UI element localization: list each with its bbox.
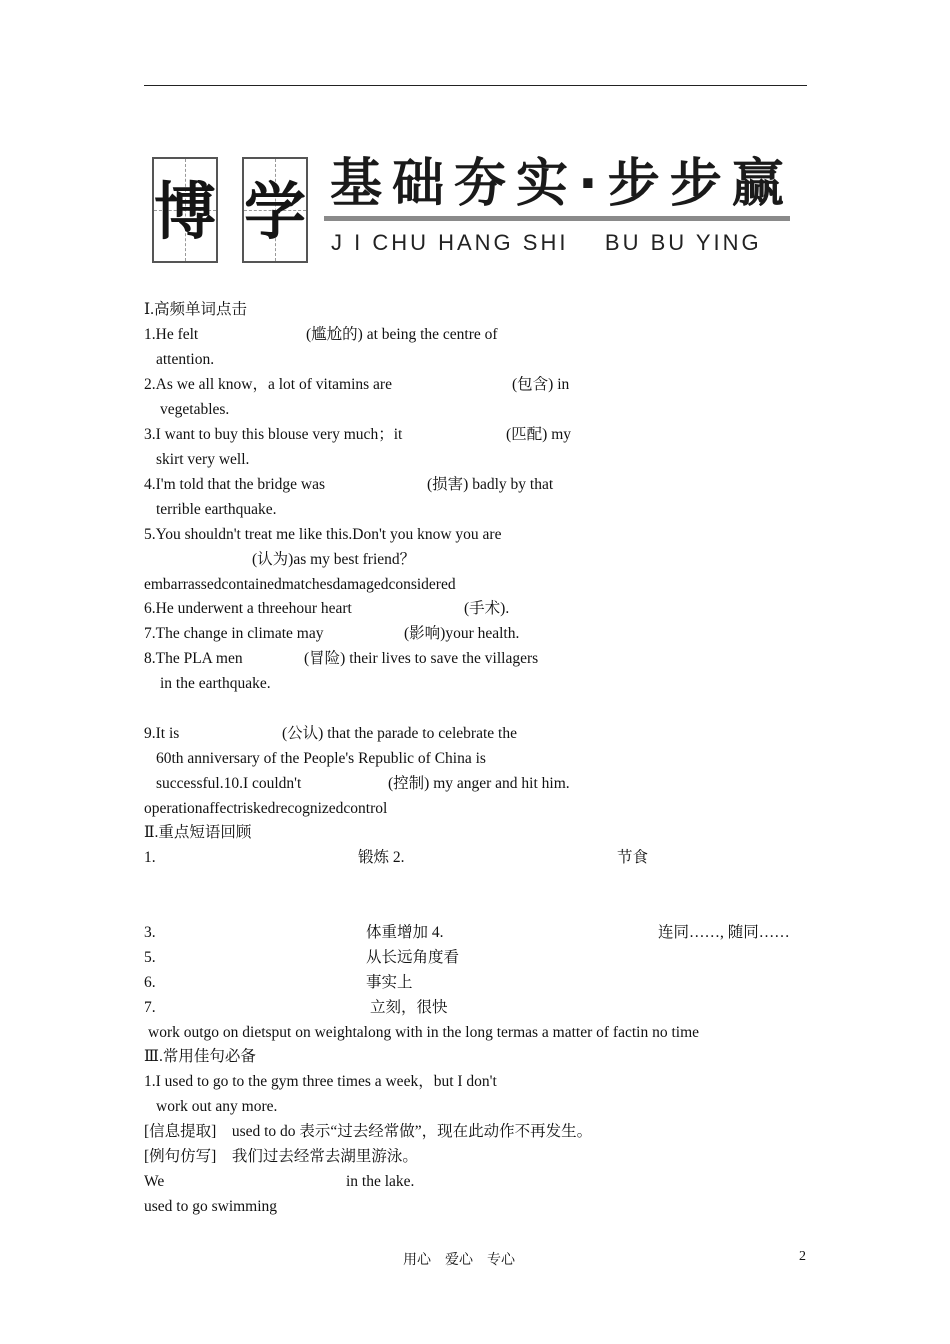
question-9: 9.It is [144, 725, 180, 742]
section-heading-2: Ⅱ.重点短语回顾 [144, 824, 252, 841]
question-9-cont: (公认) that the parade to celebrate the [282, 725, 517, 742]
question-4-cont: (损害) badly by that [427, 476, 554, 493]
phrase-3-meaning: 体重增加 4. [366, 924, 444, 941]
question-6-cont: (手术). [464, 600, 510, 617]
banner-bar [324, 216, 790, 221]
header-rule [144, 85, 807, 86]
question-10-cont: (控制) my anger and hit him. [388, 775, 570, 792]
question-3: 3.I want to buy this blouse very much；it [144, 426, 403, 443]
question-6: 6.He underwent a threehour heart [144, 600, 352, 617]
phrase-answers: work outgo on dietsput on weightalong with in the long termas a matter of factin no time [148, 1024, 699, 1041]
example-imitation: [例句仿写] 我们过去经常去湖里游泳。 [144, 1148, 418, 1165]
phrase-7-meaning: 立刻，很快 [370, 999, 448, 1016]
word-bank-1: embarrassedcontainedmatchesdamagedconsidered [144, 576, 456, 593]
question-5: 5.You shouldn't treat me like this.Don't you know you are [144, 526, 502, 543]
phrase-3-number: 3. [144, 924, 156, 941]
sentence-1-wrap: work out any more. [156, 1098, 278, 1115]
info-extract: [信息提取] used to do 表示“过去经常做”，现在此动作不再发生。 [144, 1123, 593, 1140]
section-heading-3: Ⅲ.常用佳句必备 [144, 1048, 256, 1065]
word-bank-2: operationaffectriskedrecognizedcontrol [144, 800, 388, 817]
question-4-wrap: terrible earthquake. [156, 501, 277, 518]
question-8: 8.The PLA men [144, 650, 243, 667]
phrase-4-meaning: 连同……, 随同…… [658, 924, 790, 941]
phrase-6-number: 6. [144, 974, 156, 991]
imitation-start: We [144, 1173, 165, 1190]
question-9-wrap: 60th anniversary of the People's Republic of China is [156, 750, 486, 767]
question-1-wrap: attention. [156, 351, 215, 368]
question-2: 2.As we all know，a lot of vitamins are [144, 376, 392, 393]
question-5-cont: (认为)as my best friend？ [252, 551, 416, 568]
banner-box-bo [152, 157, 218, 263]
phrase-6-meaning: 事实上 [366, 974, 413, 991]
question-10: successful.10.I couldn't [156, 775, 302, 792]
phrase-7-number: 7. [144, 999, 156, 1016]
phrase-1-number: 1. [144, 849, 156, 866]
question-1: 1.He felt [144, 326, 199, 343]
imitation-answer: used to go swimming [144, 1198, 278, 1215]
question-2-wrap: vegetables. [160, 401, 230, 418]
banner-pinyin: J I CHU HANG SHI BU BU YING [331, 230, 762, 255]
imitation-end: in the lake. [346, 1173, 415, 1190]
page-number: 2 [799, 1249, 806, 1264]
question-7: 7.The change in climate may [144, 625, 324, 642]
banner-char-xue: 学 [244, 175, 307, 248]
question-8-wrap: in the earthquake. [160, 675, 271, 692]
banner-char-bo: 博 [154, 175, 217, 248]
section-heading-1: Ⅰ.高频单词点击 [144, 301, 247, 318]
question-1-cont: (尴尬的) at being the centre of [306, 326, 498, 343]
sentence-1: 1.I used to go to the gym three times a week，but I don't [144, 1073, 497, 1090]
phrase-2-meaning: 节食 [617, 849, 649, 866]
banner-box-xue [242, 157, 308, 263]
section-banner [150, 152, 795, 270]
footer-motto: 用心 爱心 专心 [403, 1253, 515, 1268]
question-8-cont: (冒险) their lives to save the villagers [304, 650, 539, 667]
question-4: 4.I'm told that the bridge was [144, 476, 326, 493]
question-2-cont: (包含) in [512, 376, 570, 393]
phrase-5-number: 5. [144, 949, 156, 966]
phrase-1-meaning: 锻炼 2. [358, 849, 405, 866]
banner-slogan: 基础夯实·步步赢 [330, 154, 794, 214]
question-7-cont: (影响)your health. [404, 625, 520, 642]
question-3-wrap: skirt very well. [156, 451, 250, 468]
question-3-cont: (匹配) my [506, 426, 572, 443]
phrase-5-meaning: 从长远角度看 [366, 949, 460, 966]
